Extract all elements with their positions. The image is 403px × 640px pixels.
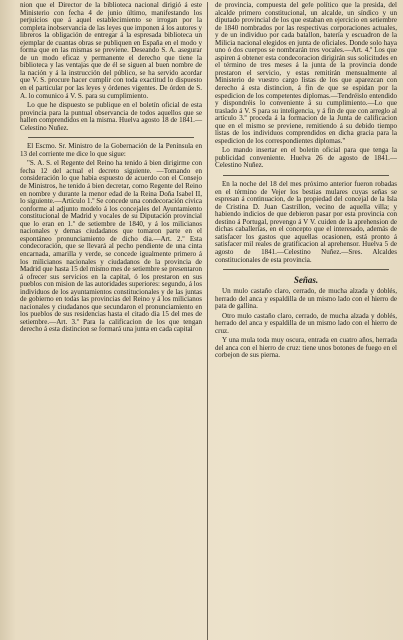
ministry-intro-paragraph: El Escmo. Sr. Ministro de la Gobernación de la Península en 13 del corriente me dice lo que sigue:: [20, 142, 202, 158]
section-divider: [28, 137, 194, 138]
right-column: [215, 2, 397, 640]
section-divider: [223, 269, 389, 270]
mule-description-1: Un mulo castaño claro, cerrado, de mucha alzada y doblés, herrado del anca y espaldilla de un mismo lado con el hierro de pata de gallina.: [215, 287, 397, 311]
left-column: [20, 2, 208, 640]
mule-description-2: Otro mulo castaño claro, cerrado, de mucha alzada y doblés, herrado del anca y espaldilla de un mismo lado con el hierro de cruz.: [215, 311, 397, 335]
senas-heading: Señas.: [293, 275, 319, 286]
civic-decoration-decree-paragraph: "S. A. S. el Regente del Reino ha tenido á bien dirigirme con fecha 12 del actual el decreto siguiente. —Tomando en consideración lo que habia espuesto de acuerdo con el Consejo de Ministros, he tenido á bien decretar, como Regente del Reino en nombre y durante la menor edad de la Reina Doña Isabel II, lo siguiente.—Artículo 1.º Se concede una condecoración civica conforme al adjunto modelo á los concejales del Ayuntamiento constitucional de Madrid y vocales de su Diputación provincial que lo eran en 1.º de setiembre de 1840, y á los milicianos nacionales y demas ciudadanos que tomaron parte en el espontáneo pronunciamiento de dicho dia.—Art. 2.º Esta condecoración, que se llevará al pecho pendiente de una cinta encarnada, amarilla y verde, se concede igualmente primero á los milicianos nacionales y ciudadanos de la provincia de Madrid que hasta 15 del mismo mes de setiembre se presentaron á ofrecer sus servicios en la capital, ó los prestaron en sus pueblos con mision de las autoridades superiores: segundo, á los individuos de los ayuntamientos constitucionales y de las juntas de gobierno en todas las provincias del Reino y á los milicianos nacionales y ciudadanos que secundaron el pronunciamiento en los pueblos de sus residencias hasta el citado dia 15 del mes de setiembre.—Art. 3.º Para la calificacion de los que tengan derecho á esta distincion se formará una junta en cada capital: [20, 159, 202, 334]
insertion-order-paragraph: Lo mando insertar en el boletin oficial para que tenga la publicidad conveniente. Huelva 26 de agosto de 1841.—Celestino Nuñez.: [215, 146, 397, 170]
mule-description-3: Y una mula toda muy oscura, entrada en cuatro años, herrada del anca con el hierro de cruz: tiene unos botones de fuego en el corbejon de sus pierna.: [215, 336, 397, 360]
library-order-paragraph: nion que el Director de la biblioteca nacional dirigió á este Ministerio con fecha 4 de junio último, manifestando los perjuicios que á aquel establecimiento se irrogan por la completa inobservancia de las leyes que imponen á los autores y libreros la obligación de entregar á la espresada biblioteca un ejemplar de cuantas obras se publiquen en España en el modo y forma que en las mismas se previene. Deseando S. A. asegurar de un modo eficaz y permanente el derecho que tiene la biblioteca y las ventajas que de él se siguen al buen nombre de la nación y á la instrucción del público, se ha servido acordar que V. S. procure hacer cumplir con toda exactitud lo dispuesto en el particular por las leyes y órdenes vigentes. De órden de S. A. lo comunico á V. S. para su cumplimiento.: [20, 2, 202, 100]
decree-continuation-paragraph: de provincia, compuesta del gefe político que la presida, del alcalde primero constitucional, un alcalde, un síndico y un diputado provincial de los que estaban en ejercicio en setiembre de 1840 nombrados por las respectivas corporaciones actuales, y de un individuo por cada batallon, batería y escuadron de la Milicia nacional elegidos en junta de oficiales. Donde solo haya uno ó dos cuerpos se nombrarán tres vocales.—Art. 4.º Los que aspiren á obtener esta condecoracion dirigirán sus solicitudes en el término de tres meses á la junta de la provincia donde prestaron el servicio, y estas remitirán mensualmente al Ministerio de vuestro cargo listas de los que aparezcan con derecho á esta distincion, á fin de que se espidan por la espedicion de los competentes diplomas.—Tendréislo entendido y dispondréis lo conveniente á su cumplimiento.—Lo que traslado á V. S para su inteligencia, y á fin de que con arreglo al artículo 3.º proceda á la formacion de la Junta de calificacion que en el mismo se previene, remitiendo á su debido tiempo listas de los individuos comprendidos en dicha gracia para la espedicion de los correspondientes diplomas.": [215, 2, 397, 145]
section-divider: [223, 175, 389, 176]
publication-notice-paragraph: Lo que he dispuesto se publique en el boletín oficial de esta provincia para la puntual observancia de todos aquellos que se hallen comprendidos en la misma. Huelva agosto 18 de 1841.—Celestino Nuñez.: [20, 101, 202, 132]
theft-notice-paragraph: En la noche del 18 del mes próximo anterior fueron robadas en el término de Vejer los bestias mulares cuyas señas se espresan á continuacion, de la propiedad del concejal de la Isla de Cristina D. Juan Castrillon, vecino de aquella villa; y habiendo indicios de que debieron pasar por esta provincia con destino á Portugal, prevengo á V V. cuiden de la aprehension de dichas caballerías, en el concepto que el interesado, además de satisfacer los gastos que aquellas ocasionen, está pronto á satisfacer mil reales de gratificacion al aprehensor. Huelva 5 de agosto de 1841.—Celestino Nuñez.—Sres. Alcaldes constitucionales de esta provincia.: [215, 180, 397, 264]
